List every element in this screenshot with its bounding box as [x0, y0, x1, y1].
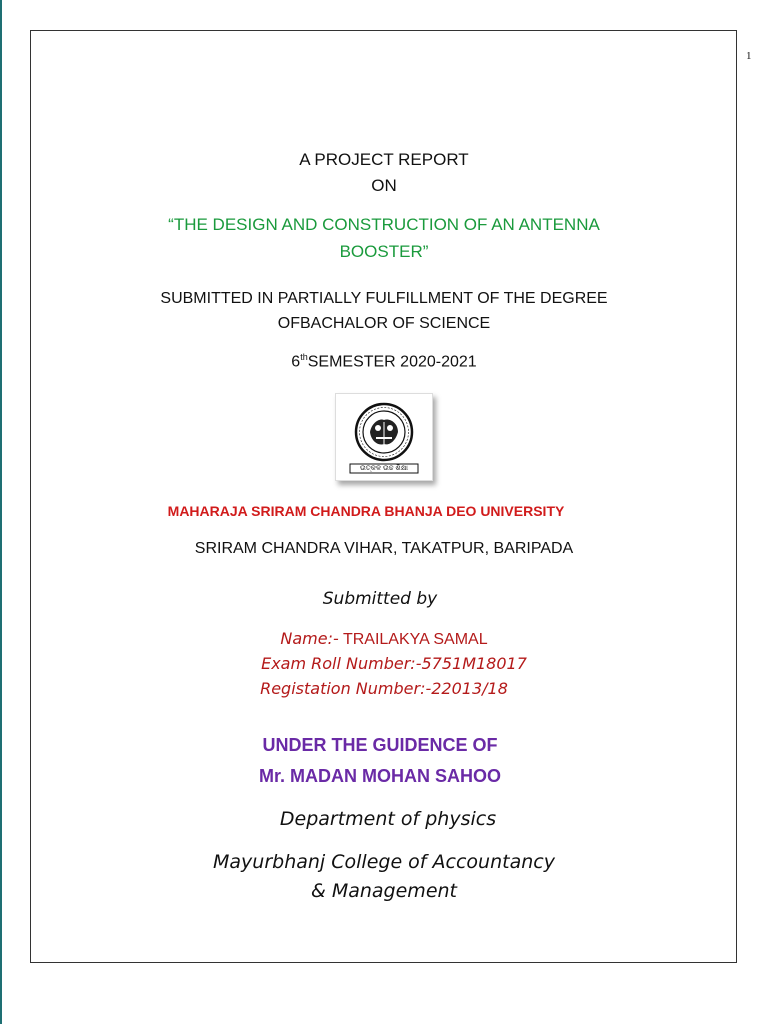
semester-line	[0, 352, 768, 371]
submission-line1: SUBMITTED IN PARTIALLY FULFILLMENT OF THE DEGREE	[160, 290, 608, 307]
student-name-value: TRAILAKYA SAMAL	[338, 631, 488, 648]
semester-number: 6	[291, 353, 301, 371]
report-heading-on: ON	[371, 176, 397, 195]
department: Department of physics	[279, 808, 497, 830]
semester-text: SEMESTER 2020-2021	[307, 353, 477, 371]
submission-line2: OFBACHALOR OF SCIENCE	[277, 315, 491, 332]
student-name	[0, 629, 768, 649]
guide-name: Mr. MADAN MOHAN SAHOO	[259, 766, 501, 786]
page-number: 1	[746, 50, 752, 62]
university-address: SRIRAM CHANDRA VIHAR, TAKATPUR, BARIPADA	[194, 540, 574, 557]
university-name: MAHARAJA SRIRAM CHANDRA BHANJA DEO UNIVERSITY	[167, 503, 565, 519]
student-name-label: Name:-	[280, 629, 339, 648]
college-line1: Mayurbhanj College of Accountancy	[213, 851, 555, 873]
report-heading: A PROJECT REPORT	[299, 150, 469, 169]
registration-number: Registation Number:-22013/18	[260, 679, 508, 698]
university-logo	[335, 393, 433, 481]
project-title-line1: “THE DESIGN AND CONSTRUCTION OF AN ANTENNA	[168, 215, 600, 234]
guidance-heading: UNDER THE GUIDENCE OF	[262, 735, 498, 755]
logo-caption: ଉତ୍କଳ ଉଚ୍ଚ ଶିକ୍ଷା	[359, 465, 409, 472]
exam-roll-number: Exam Roll Number:-5751M18017	[261, 654, 527, 673]
college-line2: & Management	[310, 880, 458, 902]
semester-ordinal: th	[300, 352, 308, 362]
project-title-line2: BOOSTER”	[339, 242, 429, 261]
submitted-by: Submitted by	[322, 589, 438, 609]
